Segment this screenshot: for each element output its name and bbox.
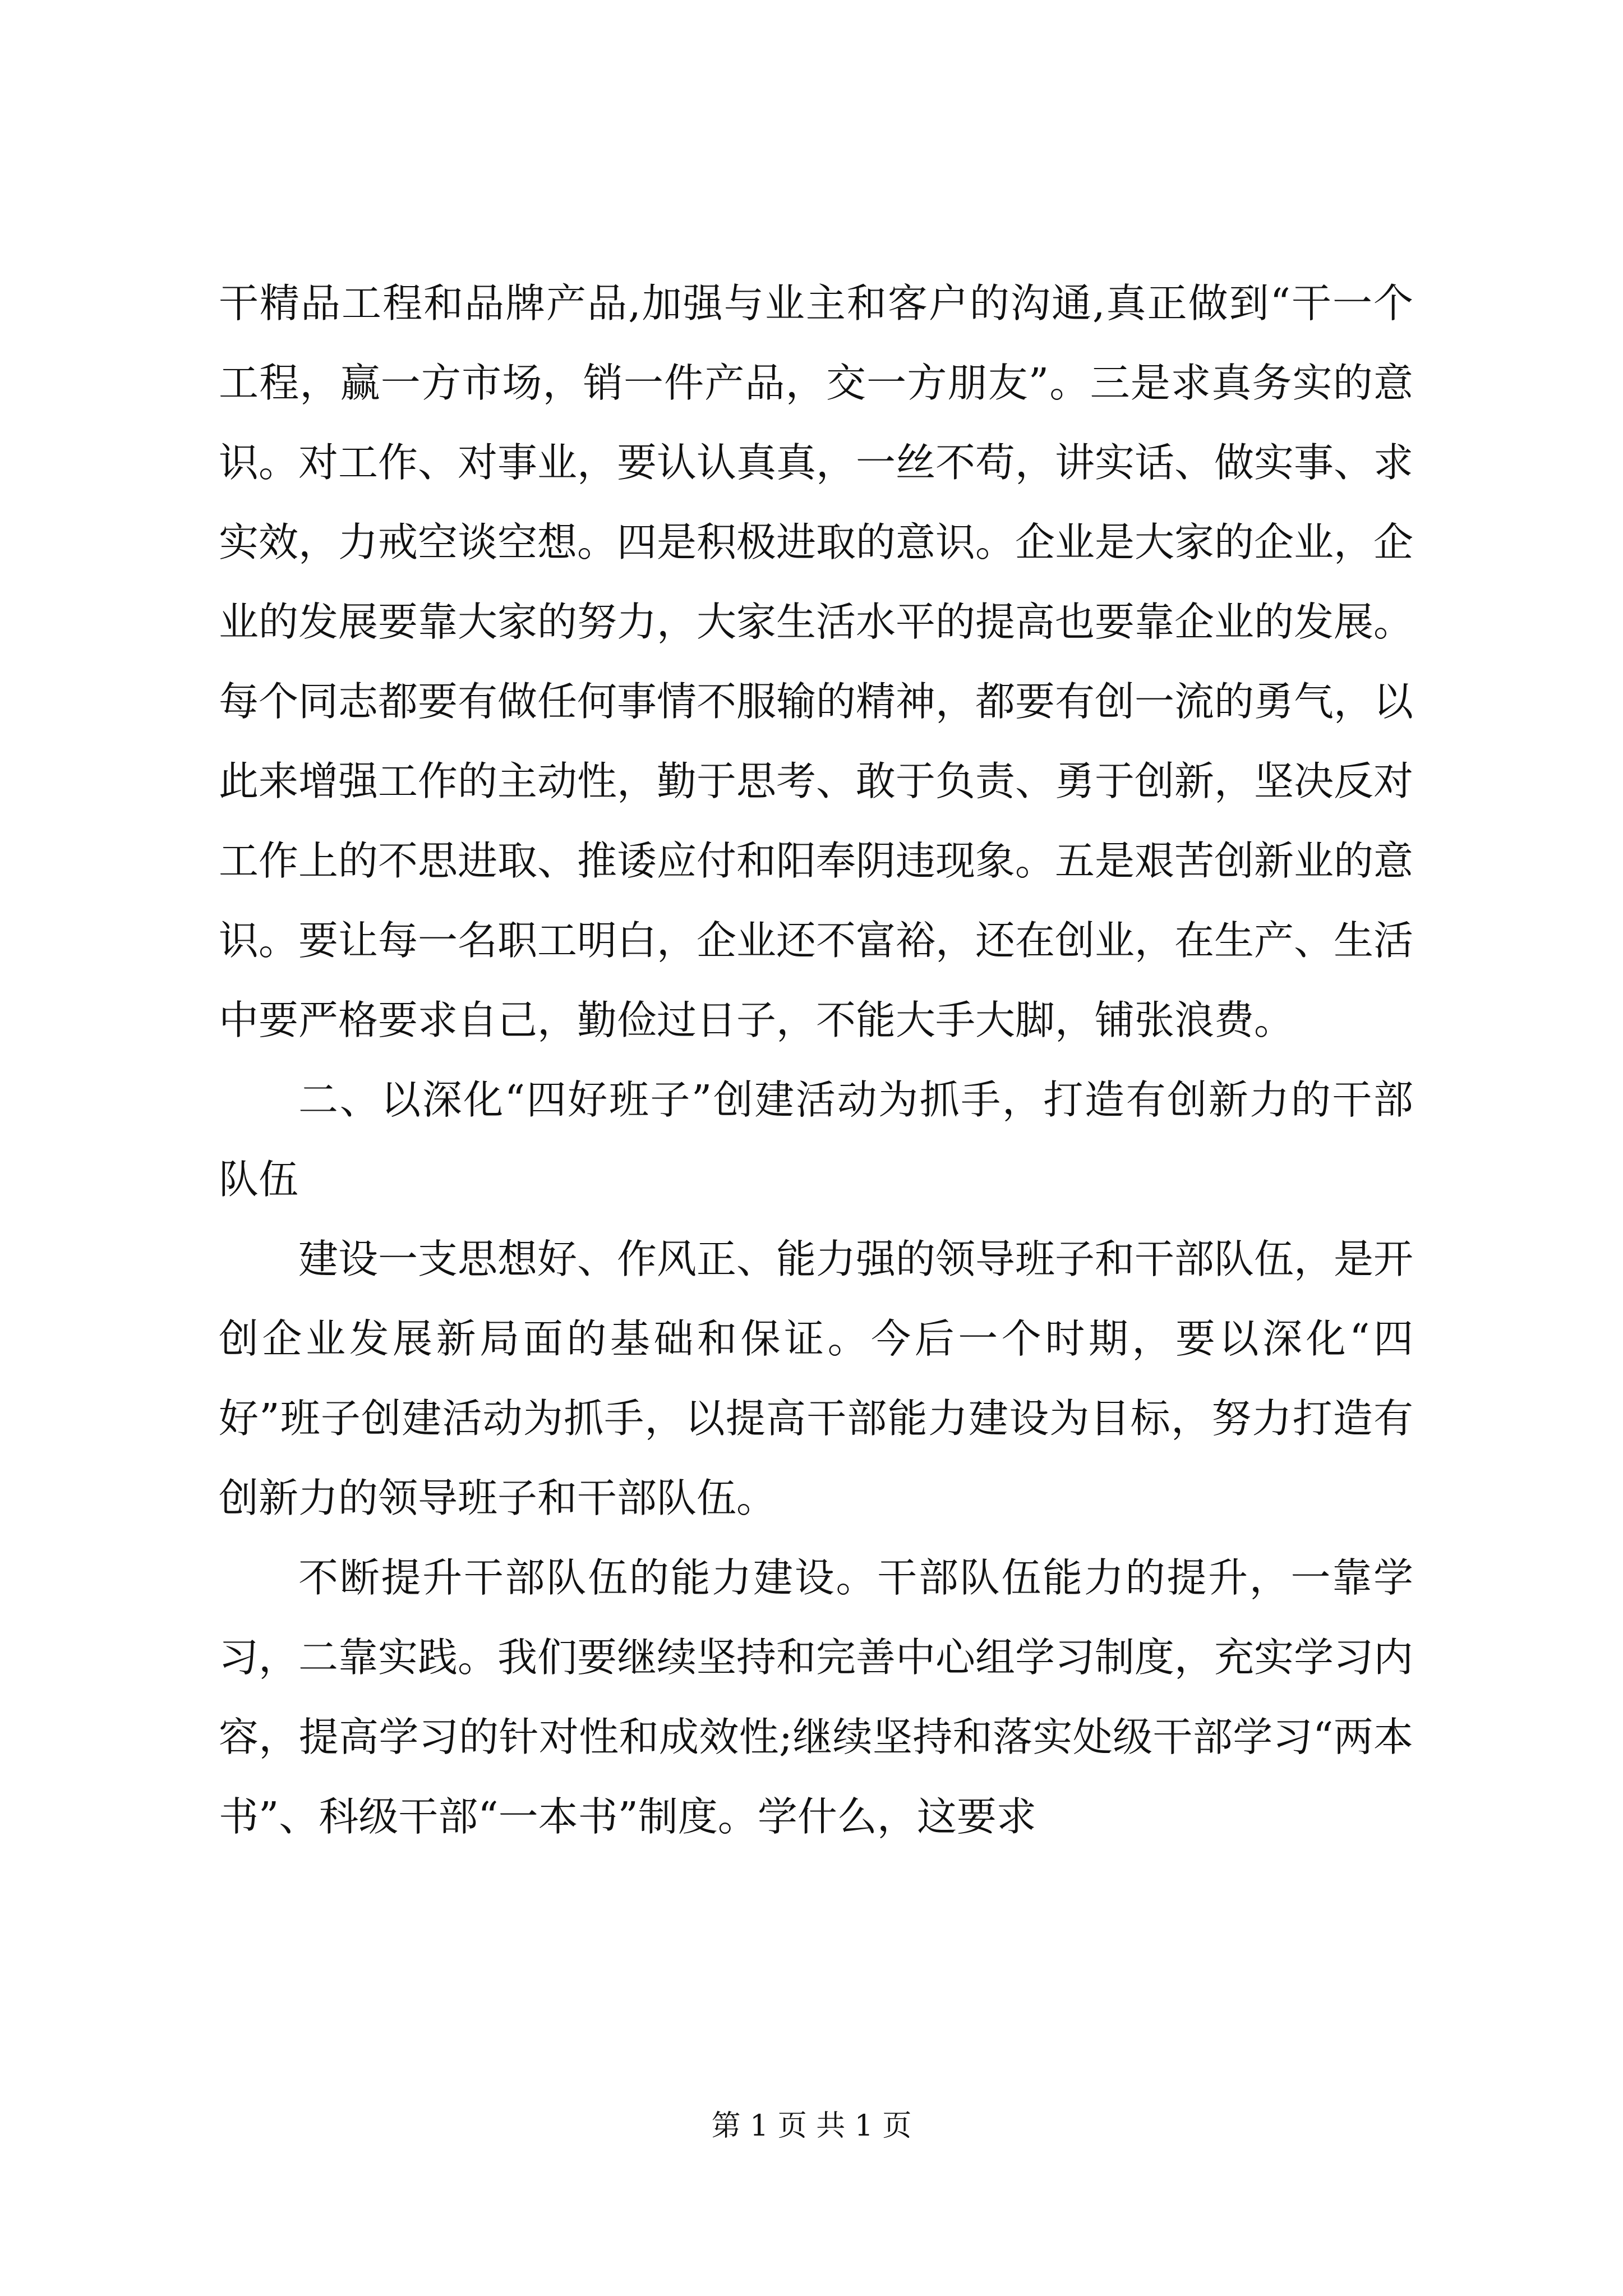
document-body	[219, 264, 1413, 1857]
page-footer: 第 1 页 共 1 页	[711, 2109, 912, 2143]
paragraph: 不断提升干部队伍的能力建设。干部队伍能力的提升，一靠学习，二靠实践。我们要继续坚持和完善中心组学习制度，充实学习内容，提高学习的针对性和成效性;继续坚持和落实处级干部学习“两本书”、科级干部“一本书”制度。学什么，这要求	[219, 1554, 1414, 1840]
section-heading: 二、以深化“四好班子”创建活动为抓手，打造有创新力的干部队伍	[219, 1076, 1413, 1203]
paragraph: 建设一支思想好、作风正、能力强的领导班子和干部队伍，是开创企业发展新局面的基础和保证。今后一个时期，要以深化“四好”班子创建活动为抓手，以提高干部能力建设为目标，努力打造有创新力的领导班子和干部队伍。	[219, 1236, 1414, 1521]
paragraph-continuation: 干精品工程和品牌产品,加强与业主和客户的沟通,真正做到“干一个工程，赢一方市场，销一件产品，交一方朋友”。三是求真务实的意识。对工作、对事业，要认认真真，一丝不苟，讲实话、做实事、求实效，力戒空谈空想。四是积极进取的意识。企业是大家的企业，企业的发展要靠大家的努力，大家生活水平的提高也要靠企业的发展。每个同志都要有做任何事情不服输的精神，都要有创一流的勇气，以此来增强工作的主动性，勤于思考、敢于负责、勇于创新，坚决反对工作上的不思进取、推诿应付和阳奉阴违现象。五是艰苦创新业的意识。要让每一名职工明白，企业还不富裕，还在创业，在生产、生活中要严格要求自己，勤俭过日子，不能大手大脚，铺张浪费。	[219, 280, 1414, 1043]
